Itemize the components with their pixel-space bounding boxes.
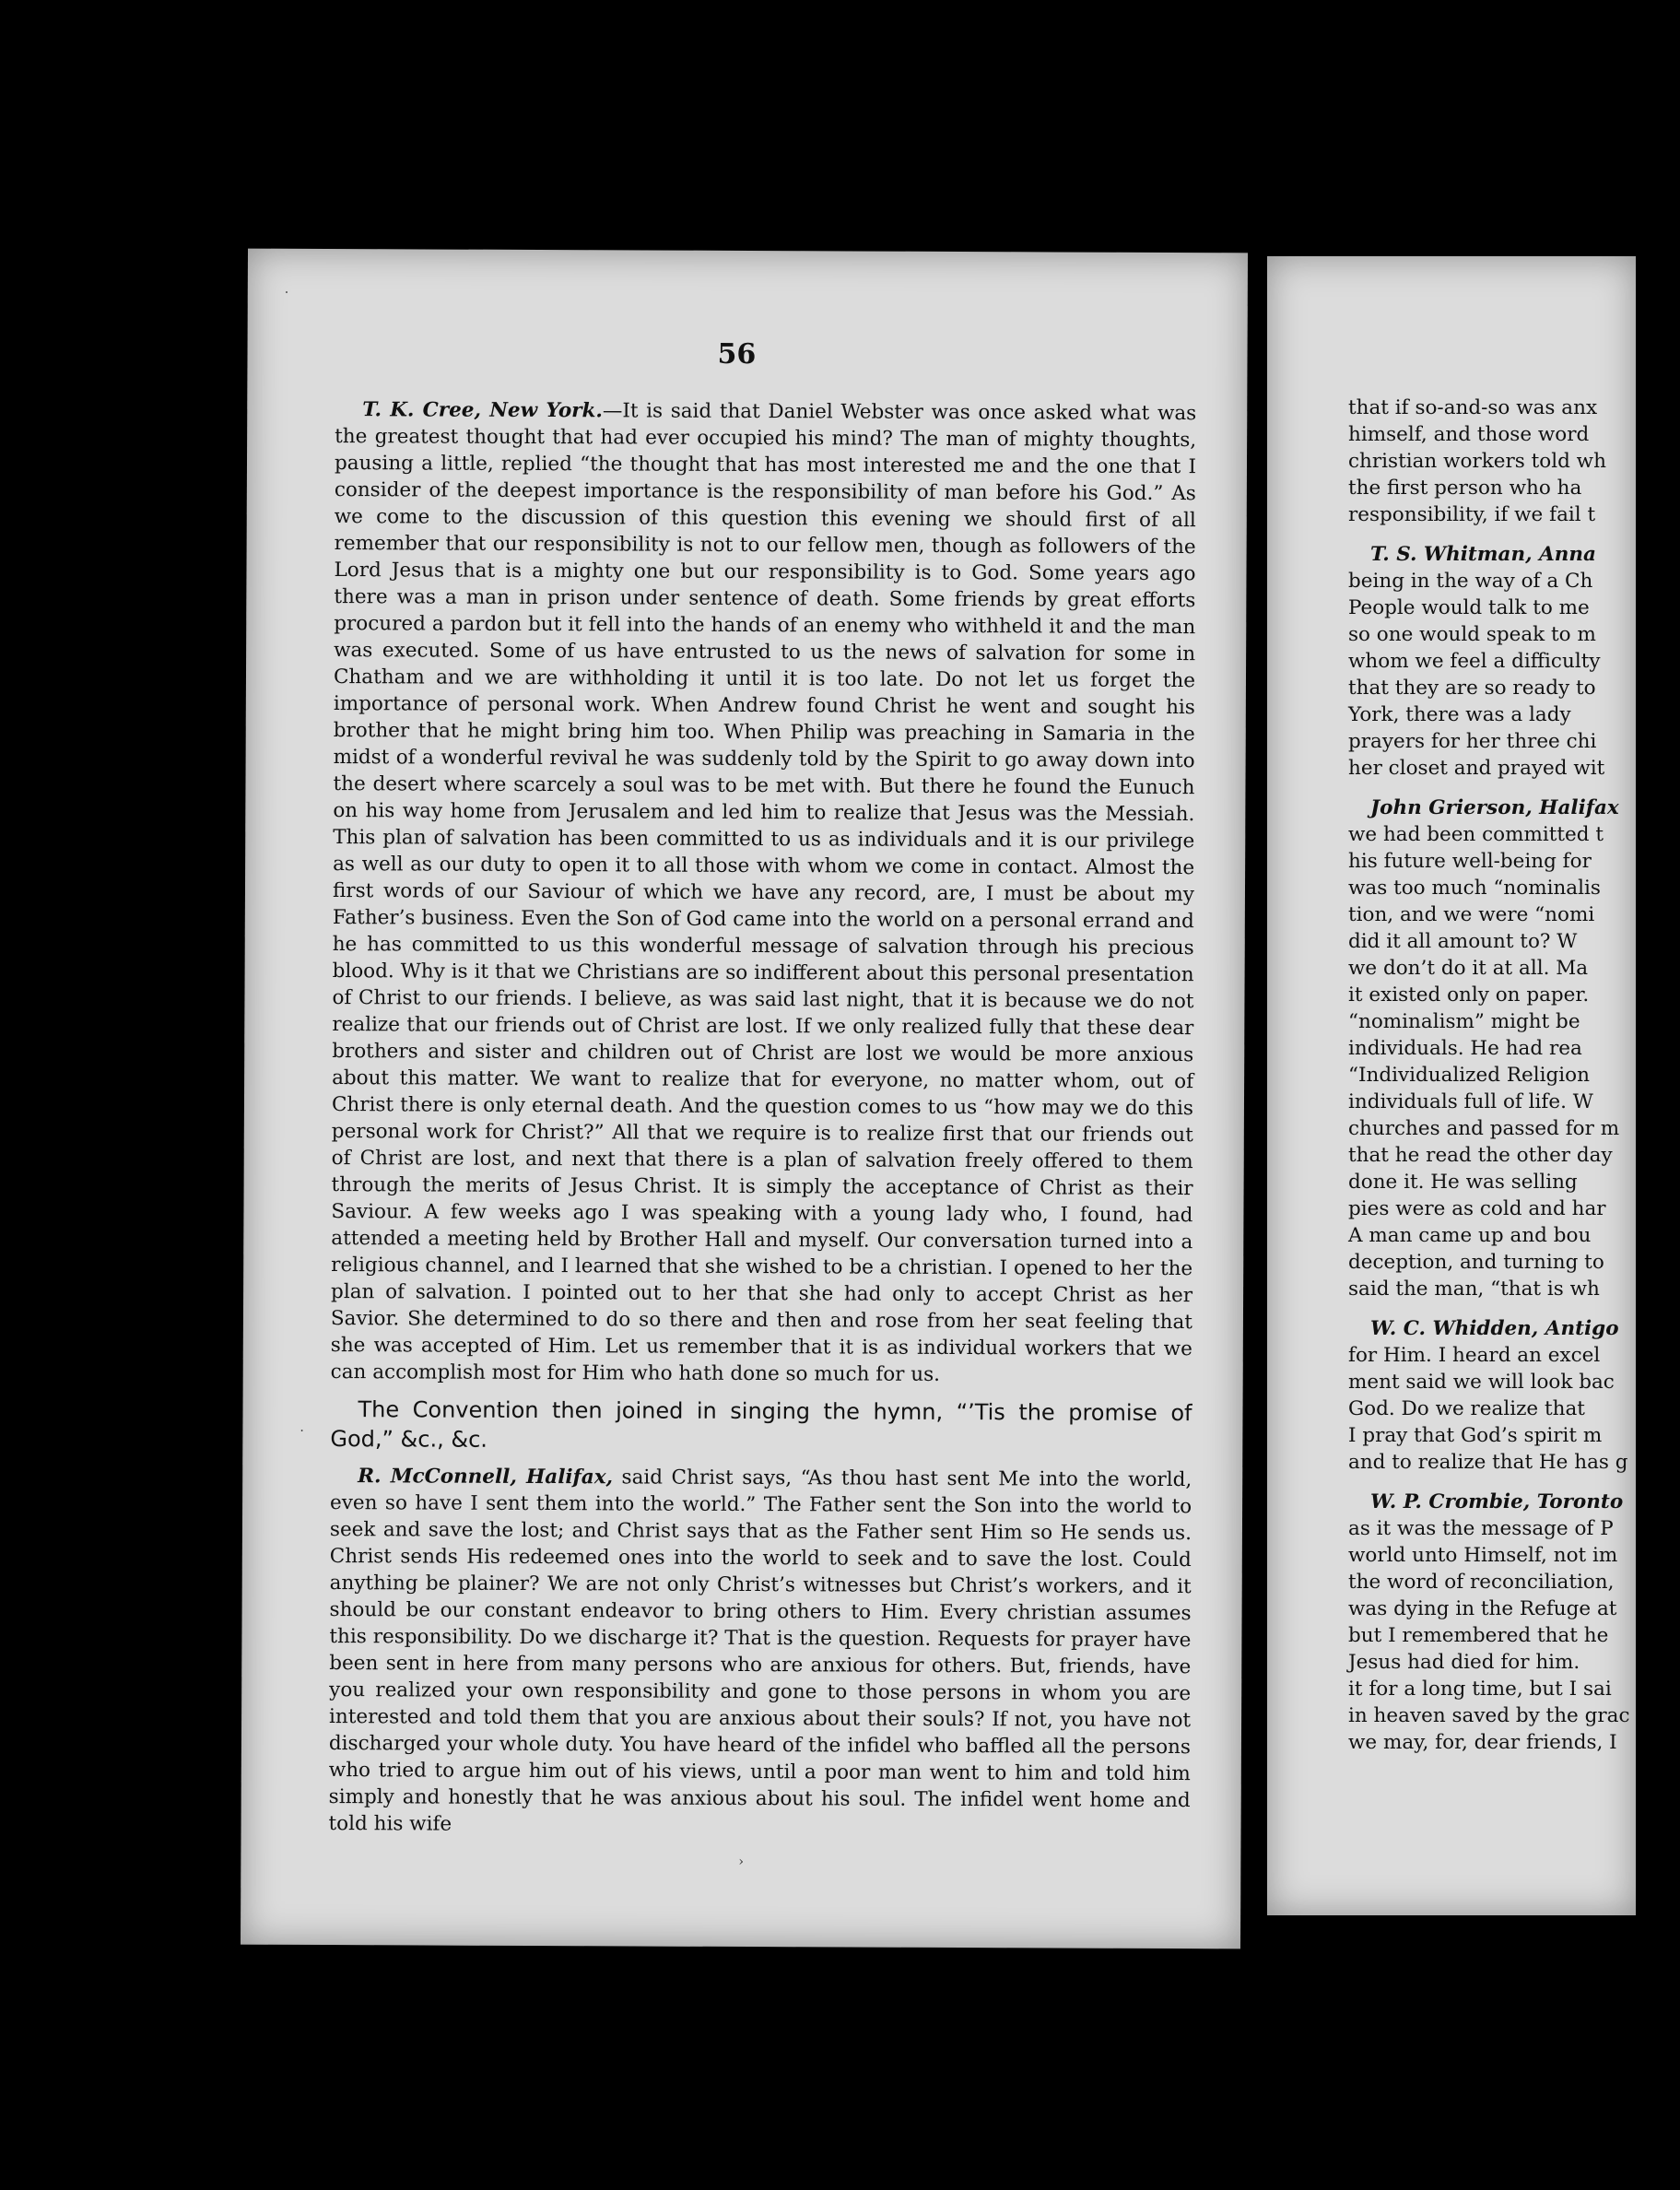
text-line: said the man, “that is wh bbox=[1348, 1278, 1600, 1301]
text-line: pies were as cold and har bbox=[1348, 1197, 1606, 1220]
text-line: did it all amount to? W bbox=[1348, 930, 1578, 953]
text-line: for Him. I heard an excel bbox=[1348, 1344, 1601, 1367]
text-line: “Individualized Religion bbox=[1348, 1064, 1590, 1087]
paragraph bbox=[329, 1463, 1192, 1841]
left-page bbox=[241, 249, 1248, 1949]
text-line: responsibility, if we fail t bbox=[1348, 503, 1596, 526]
text-line: so one would speak to m bbox=[1348, 623, 1596, 646]
text-line: that he read the other day bbox=[1348, 1144, 1613, 1167]
text-line: we had been committed t bbox=[1348, 823, 1604, 846]
text-line: Jesus had died for him. bbox=[1348, 1651, 1580, 1674]
paragraph-text: said Christ says, “As thou hast sent Me into the world, even so have I sent them into the world.” The Father sent the Son into the world to seek and save the lost; and Christ says that as the Father sent Him so He sends us. Christ sends His redeemed ones into the world to seek and to save the lost. Could anything be plainer? We are not only Christ’s witnesses but Christ’s workers, and it should be our constant endeavor to bring others to Him. Every christian assumes this responsibility. Do we discharge it? That is the question. Requests for prayer have been sent in here from many persons who are anxious for others. But, friends, have you realized your own responsibility and gone to those persons in whom you are interested and told them that you are anxious about their souls? If not, you have not discharged your whole duty. You have heard of the infidel who baffled all the persons who tried to argue him out of his views, until a poor man went to him and told him simply and honestly that he was anxious about his soul. The infidel went home and told his wife bbox=[328, 1466, 1192, 1836]
text-line: we may, for, dear friends, I bbox=[1348, 1731, 1617, 1754]
paragraph-text: —It is said that Daniel Webster was once asked what was the greatest thought that had ever occupied his mind? The man of mighty thoughts, pausing a little, replied “the thought that has most interested me and the one that I consider of the deepest importance is the responsibility of man before his God.” As we come to the discussion of this question this evening we should first of all remember that our responsibility is not to our fellow men, though as followers of the Lord Jesus that is a mighty one but our responsibility is to God. Some years ago there was a man in prison under sentence of death. Some friends by great efforts procured a pardon but it fell into the hands of an enemy who withheld it and the man was executed. Some of us have entrusted to us the news of salvation for some in Chatham and we are withholding it until it is too late. Do not let us forget the importance of personal work. When Andrew found Christ he went and sought his brother that he might bring him too. When Philip was preaching in Samaria in the midst of a wonderful revival he was suddenly told by the Spirit to go away down into the desert where scarcely a soul was to be met with. But there he found the Eunuch on his way home from Jerusalem and led him to realize that Jesus was the Messiah. This plan of salvation has been committed to us as individuals and it is our privilege as well as our duty to open it to all those with whom we come in contact. Almost the first words of our Saviour of which we have any record, are, I must be about my Father’s business. Even the Son of God came into the world on a personal errand and he has committed to us this wonderful message of salvation through his precious blood. Why is it that we Christians are so indifferent about this personal presentation of Christ to our friends. I believe, as was said last night, that it is because we do not realize that our friends out of Christ are lost. If we only realized fully that these dear brothers and sister and children out of Christ are lost we would be more anxious about this matter. We want to realize that for everyone, no matter whom, out of Christ there is only eternal death. And the question comes to us “how may we do this personal work for Christ?” All that we require is to realize first that our friends out of Christ are lost, and next that there is a plan of salvation freely offered to them through the merits of Jesus Christ. It is simply the acceptance of Christ as their Saviour. A few weeks ago I was speaking with a young lady who, I found, had attended a meeting held by Brother Hall and myself. Our conversation turned into a religious channel, and I learned that she wished to be a christian. I opened to her the plan of salvation. I pointed out to her that she had only to accept Christ as her Savior. She determined to do so there and then and rose from her seat feeling that she was accepted of Him. Let us remember that it is as individual workers that we can accomplish most for Him who hath done so much for us. bbox=[330, 399, 1197, 1386]
text-line: in heaven saved by the grac bbox=[1348, 1704, 1630, 1727]
text-line: himself, and those word bbox=[1348, 423, 1590, 446]
text-line: the first person who ha bbox=[1348, 477, 1582, 500]
text-line: whom we feel a difficulty bbox=[1348, 650, 1601, 673]
paragraph-gap bbox=[1348, 1302, 1680, 1315]
text-line: prayers for her three chi bbox=[1348, 730, 1597, 753]
text-line: done it. He was selling bbox=[1348, 1171, 1578, 1194]
speaker-name: John Grierson, Halifax bbox=[1370, 796, 1619, 819]
text-line: and to realize that He has g bbox=[1348, 1451, 1628, 1474]
scan-speck: › bbox=[738, 1854, 745, 1870]
paragraph-text: The Convention then joined in singing the hymn, “’Tis the promise of God,” &c., &c. bbox=[330, 1396, 1192, 1453]
text-line: as it was the message of P bbox=[1348, 1517, 1614, 1540]
paragraph-gap bbox=[1348, 1476, 1680, 1489]
text-line: tion, and we were “nomi bbox=[1348, 903, 1595, 926]
paragraph bbox=[330, 1395, 1192, 1457]
speaker-name: T. S. Whitman, Anna bbox=[1370, 543, 1596, 566]
text-line: it for a long time, but I sai bbox=[1348, 1678, 1612, 1701]
text-line: churches and passed for m bbox=[1348, 1117, 1620, 1140]
paragraph-gap bbox=[1348, 782, 1680, 795]
text-line: her closet and prayed wit bbox=[1348, 757, 1605, 780]
text-line: the word of reconciliation, bbox=[1348, 1571, 1615, 1594]
right-page bbox=[1267, 256, 1636, 1915]
text-line: his future well-being for bbox=[1348, 850, 1592, 873]
text-line: I pray that God’s spirit m bbox=[1348, 1424, 1603, 1447]
scan-speck: · bbox=[284, 285, 289, 300]
text-line: ment said we will look bac bbox=[1348, 1371, 1615, 1394]
text-line: we don’t do it at all. Ma bbox=[1348, 957, 1589, 980]
page-number: 56 bbox=[717, 337, 757, 371]
left-page-text bbox=[328, 396, 1196, 1848]
speaker-name: W. P. Crombie, Toronto bbox=[1370, 1490, 1624, 1513]
text-line: A man came up and bou bbox=[1348, 1224, 1592, 1247]
text-line: deception, and turning to bbox=[1348, 1251, 1604, 1274]
text-line: God. Do we realize that bbox=[1348, 1397, 1585, 1420]
right-page-text bbox=[1348, 394, 1680, 1756]
speaker-name: W. C. Whidden, Antigo bbox=[1370, 1317, 1619, 1340]
text-line: that they are so ready to bbox=[1348, 677, 1596, 700]
text-line: it existed only on paper. bbox=[1348, 983, 1590, 1007]
scan-speck: · bbox=[300, 1423, 304, 1439]
text-line: world unto Himself, not im bbox=[1348, 1544, 1618, 1567]
text-line: but I remembered that he bbox=[1348, 1624, 1609, 1647]
text-line: being in the way of a Ch bbox=[1348, 570, 1593, 593]
text-line: York, there was a lady bbox=[1348, 703, 1571, 726]
text-line: individuals. He had rea bbox=[1348, 1037, 1582, 1060]
text-line: individuals full of life. W bbox=[1348, 1090, 1593, 1113]
text-line: was too much “nominalis bbox=[1348, 877, 1601, 900]
text-line: “nominalism” might be bbox=[1348, 1010, 1580, 1033]
paragraph-gap bbox=[1348, 528, 1680, 541]
text-line: christian workers told wh bbox=[1348, 450, 1606, 473]
text-line: was dying in the Refuge at bbox=[1348, 1597, 1617, 1620]
text-line: that if so-and-so was anx bbox=[1348, 396, 1598, 419]
text-line: People would talk to me bbox=[1348, 596, 1590, 619]
speaker-name: R. McConnell, Halifax, bbox=[358, 1465, 614, 1489]
paragraph bbox=[331, 396, 1197, 1389]
speaker-name: T. K. Cree, New York. bbox=[362, 398, 603, 423]
